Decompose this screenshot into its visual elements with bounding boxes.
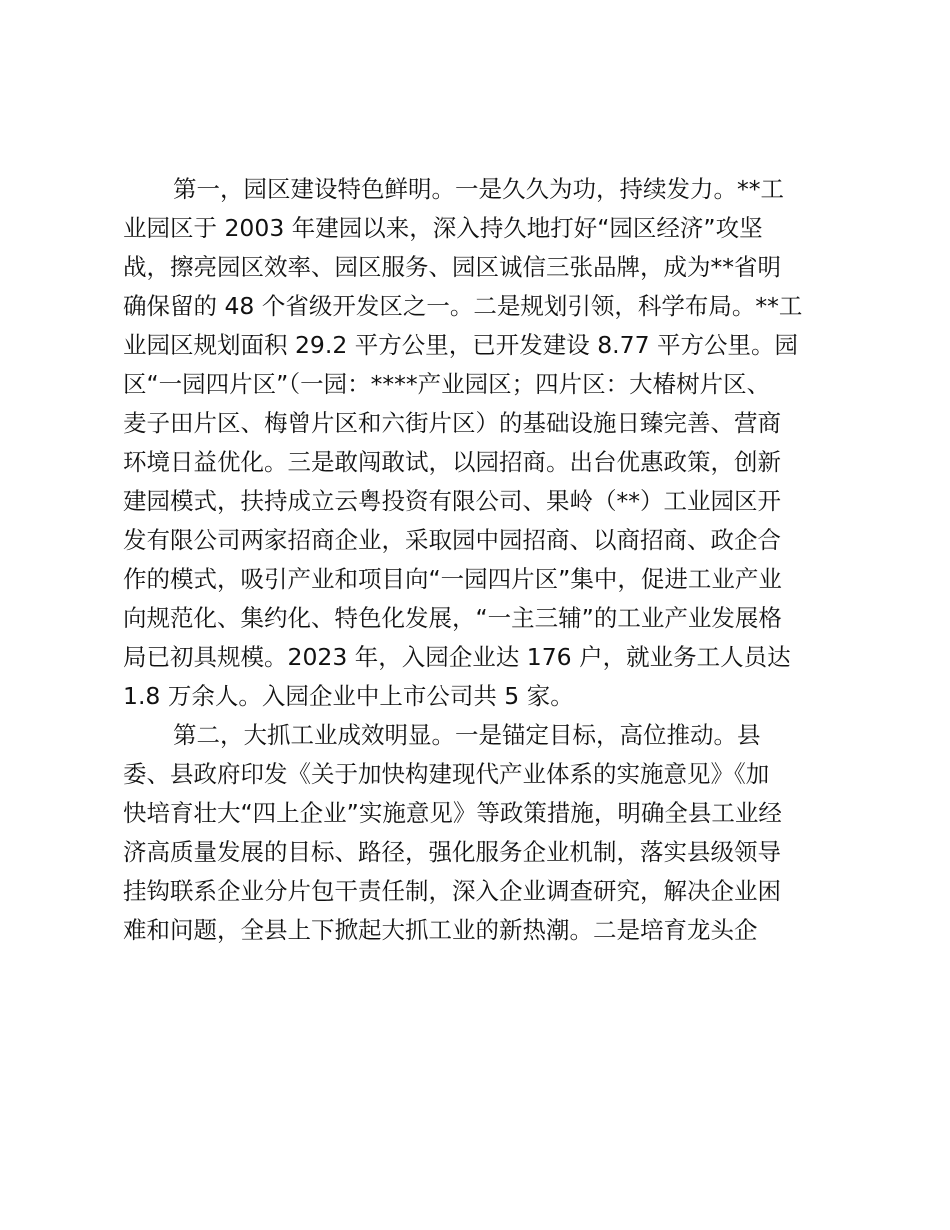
text-line: 快培育壮大“四上企业”实施意见》等政策措施，明确全县工业经	[123, 799, 782, 827]
text-line: 难和问题，全县上下掀起大抓工业的新热潮。二是培育龙头企	[123, 916, 758, 944]
text-line: 委、县政府印发《关于加快构建现代产业体系的实施意见》《加	[123, 760, 770, 788]
text-line: 区“一园四片区”（一园：****产业园区；四片区：大椿树片区、	[123, 370, 771, 398]
text-line: 战，擦亮园区效率、园区服务、园区诚信三张品牌，成为**省明	[123, 253, 781, 281]
text-line: 济高质量发展的目标、路径，强化服务企业机制，落实县级领导	[123, 838, 781, 866]
text-line: 业园区于 2003 年建园以来，深入持久地打好“园区经济”攻坚	[123, 214, 763, 242]
text-line: 环境日益优化。三是敢闯敢试，以园招商。出台优惠政策，创新	[123, 448, 781, 476]
text-line: 发有限公司两家招商企业，采取园中园招商、以商招商、政企合	[123, 526, 781, 554]
text-line: 挂钩联系企业分片包干责任制，深入企业调查研究，解决企业困	[123, 877, 781, 905]
text-line: 向规范化、集约化、特色化发展，“一主三辅”的工业产业发展格	[123, 604, 782, 632]
text-line: 第二，大抓工业成效明显。一是锚定目标，高位推动。县	[173, 721, 761, 749]
document-body	[123, 170, 833, 950]
text-line: 第一，园区建设特色鲜明。一是久久为功，持续发力。**工	[173, 175, 784, 203]
text-line: 局已初具规模。2023 年，入园企业达 176 户，就业务工人员达	[123, 643, 791, 671]
text-line: 1.8 万余人。入园企业中上市公司共 5 家。	[123, 682, 574, 710]
text-line: 作的模式，吸引产业和项目向“一园四片区”集中，促进工业产业	[123, 565, 782, 593]
text-line: 麦子田片区、梅曾片区和六街片区）的基础设施日臻完善、营商	[123, 409, 781, 437]
text-line: 确保留的 48 个省级开发区之一。二是规划引领，科学布局。**工	[123, 292, 803, 320]
paragraph-industry-achievements	[123, 716, 833, 950]
paragraph-industrial-park	[123, 170, 833, 716]
text-line: 建园模式，扶持成立云粤投资有限公司、果岭（**）工业园区开	[123, 487, 781, 515]
text-line: 业园区规划面积 29.2 平方公里，已开发建设 8.77 平方公里。园	[123, 331, 799, 359]
